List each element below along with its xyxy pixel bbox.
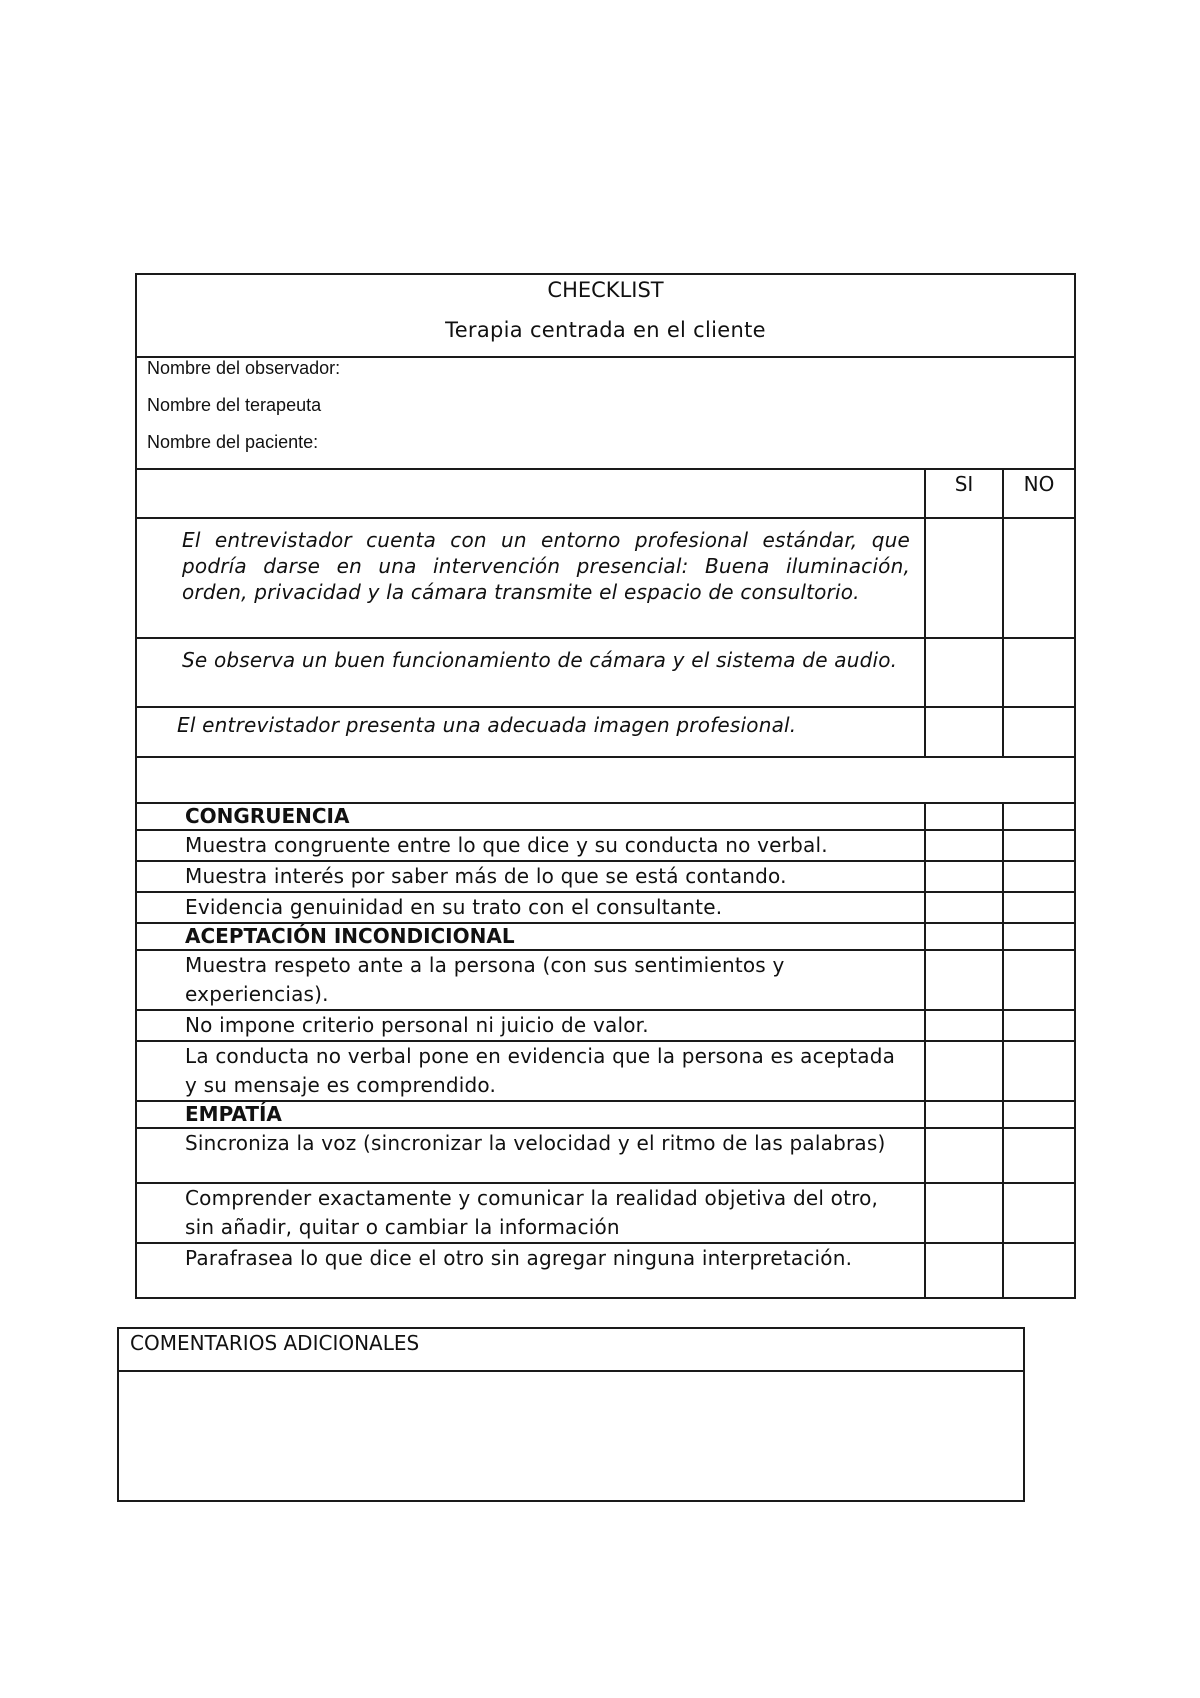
- comments-title: COMENTARIOS ADICIONALES: [130, 1331, 420, 1355]
- observation-text: Se observa un buen funcionamiento de cámara y el sistema de audio.: [182, 648, 898, 672]
- no-check-cell: [1003, 1101, 1075, 1128]
- item-cell: [136, 830, 925, 861]
- table-row: [136, 707, 1075, 757]
- no-column-header: [1003, 469, 1075, 518]
- header-row: [136, 274, 1075, 357]
- yes-check-cell[interactable]: [925, 1183, 1003, 1243]
- column-header-row: [136, 469, 1075, 518]
- table-row: [136, 1183, 1075, 1243]
- spacer-cell: [136, 757, 1075, 803]
- names-row: [136, 357, 1075, 469]
- checklist-subtitle: Terapia centrada en el cliente: [445, 318, 766, 342]
- yes-check-cell[interactable]: [925, 861, 1003, 892]
- item-cell: [136, 861, 925, 892]
- table-row: [136, 1041, 1075, 1101]
- item-text: La conducta no verbal pone en evidencia que la persona es aceptada y su mensaje es comprendido.: [185, 1044, 896, 1097]
- item-text: No impone criterio personal ni juicio de valor.: [185, 1013, 649, 1037]
- yes-check-cell[interactable]: [925, 830, 1003, 861]
- item-cell: [136, 1041, 925, 1101]
- item-cell: [136, 1183, 925, 1243]
- item-cell: [136, 892, 925, 923]
- table-row: [136, 1243, 1075, 1298]
- section-header-row: [136, 923, 1075, 950]
- item-text: Sincroniza la voz (sincronizar la velocidad y el ritmo de las palabras): [185, 1131, 886, 1155]
- table-row: [136, 638, 1075, 707]
- yes-check-cell[interactable]: [925, 707, 1003, 757]
- no-check-cell[interactable]: [1003, 1041, 1075, 1101]
- table-row: [136, 1128, 1075, 1183]
- observation-text: El entrevistador cuenta con un entorno profesional estándar, que podría darse en una intervención presencial: Buena iluminación, orden, privacidad y la cámara transmite el espacio de consultorio.: [182, 528, 910, 604]
- no-check-cell[interactable]: [1003, 830, 1075, 861]
- observation-cell: [136, 518, 925, 638]
- item-cell: [136, 1128, 925, 1183]
- checklist-title: CHECKLIST: [547, 278, 664, 302]
- yes-check-cell[interactable]: [925, 518, 1003, 638]
- item-text: Evidencia genuinidad en su trato con el consultante.: [185, 895, 723, 919]
- item-cell: [136, 1010, 925, 1041]
- yes-check-cell[interactable]: [925, 1041, 1003, 1101]
- no-check-cell[interactable]: [1003, 1243, 1075, 1298]
- table-row: [136, 892, 1075, 923]
- table-row: [136, 830, 1075, 861]
- section-header-row: [136, 803, 1075, 830]
- no-check-cell: [1003, 923, 1075, 950]
- observer-name-label: Nombre del observador:: [147, 358, 341, 378]
- item-text: Muestra congruente entre lo que dice y su conducta no verbal.: [185, 833, 828, 857]
- item-text: Comprender exactamente y comunicar la realidad objetiva del otro, sin añadir, quitar o cambiar la información: [185, 1186, 879, 1239]
- yes-check-cell: [925, 923, 1003, 950]
- no-check-cell[interactable]: [1003, 950, 1075, 1010]
- no-check-cell[interactable]: [1003, 638, 1075, 707]
- no-check-cell[interactable]: [1003, 892, 1075, 923]
- item-text: Parafrasea lo que dice el otro sin agregar ninguna interpretación.: [185, 1246, 853, 1270]
- yes-check-cell: [925, 803, 1003, 830]
- names-cell: [136, 357, 1075, 469]
- observation-text: El entrevistador presenta una adecuada imagen profesional.: [177, 713, 797, 737]
- no-check-cell[interactable]: [1003, 518, 1075, 638]
- yes-check-cell[interactable]: [925, 892, 1003, 923]
- comments-header-cell: [118, 1328, 1024, 1371]
- no-check-cell[interactable]: [1003, 1010, 1075, 1041]
- observation-cell: [136, 638, 925, 707]
- comments-body-row: [118, 1371, 1024, 1501]
- no-label: NO: [1023, 472, 1055, 496]
- item-text: Muestra interés por saber más de lo que se está contando.: [185, 864, 787, 888]
- yes-check-cell[interactable]: [925, 1243, 1003, 1298]
- item-cell: [136, 950, 925, 1010]
- item-text: Muestra respeto ante a la persona (con sus sentimientos y experiencias).: [185, 953, 785, 1006]
- table-row: [136, 861, 1075, 892]
- no-check-cell[interactable]: [1003, 1183, 1075, 1243]
- section-title-cell: [136, 923, 925, 950]
- comments-input-area[interactable]: [118, 1371, 1024, 1501]
- section-title-aceptacion: ACEPTACIÓN INCONDICIONAL: [185, 924, 515, 948]
- section-header-row: [136, 1101, 1075, 1128]
- yes-check-cell: [925, 1101, 1003, 1128]
- yes-check-cell[interactable]: [925, 638, 1003, 707]
- table-row: [136, 1010, 1075, 1041]
- section-title-congruencia: CONGRUENCIA: [185, 804, 350, 828]
- spacer-row: [136, 757, 1075, 803]
- checklist-table: [135, 273, 1076, 1299]
- patient-name-label: Nombre del paciente:: [147, 432, 319, 452]
- section-title-empatia: EMPATÍA: [185, 1102, 282, 1126]
- yes-check-cell[interactable]: [925, 950, 1003, 1010]
- no-check-cell: [1003, 803, 1075, 830]
- no-check-cell[interactable]: [1003, 861, 1075, 892]
- yes-check-cell[interactable]: [925, 1010, 1003, 1041]
- section-title-cell: [136, 1101, 925, 1128]
- observation-cell: [136, 707, 925, 757]
- item-cell: [136, 1243, 925, 1298]
- yes-label: SI: [954, 472, 974, 496]
- yes-check-cell[interactable]: [925, 1128, 1003, 1183]
- table-row: [136, 518, 1075, 638]
- table-row: [136, 950, 1075, 1010]
- no-check-cell[interactable]: [1003, 1128, 1075, 1183]
- yes-column-header: [925, 469, 1003, 518]
- header-cell: [136, 274, 1075, 357]
- no-check-cell[interactable]: [1003, 707, 1075, 757]
- blank-header-cell: [136, 469, 925, 518]
- therapist-name-label: Nombre del terapeuta: [147, 395, 322, 415]
- comments-table: [117, 1327, 1025, 1502]
- section-title-cell: [136, 803, 925, 830]
- comments-header-row: [118, 1328, 1024, 1371]
